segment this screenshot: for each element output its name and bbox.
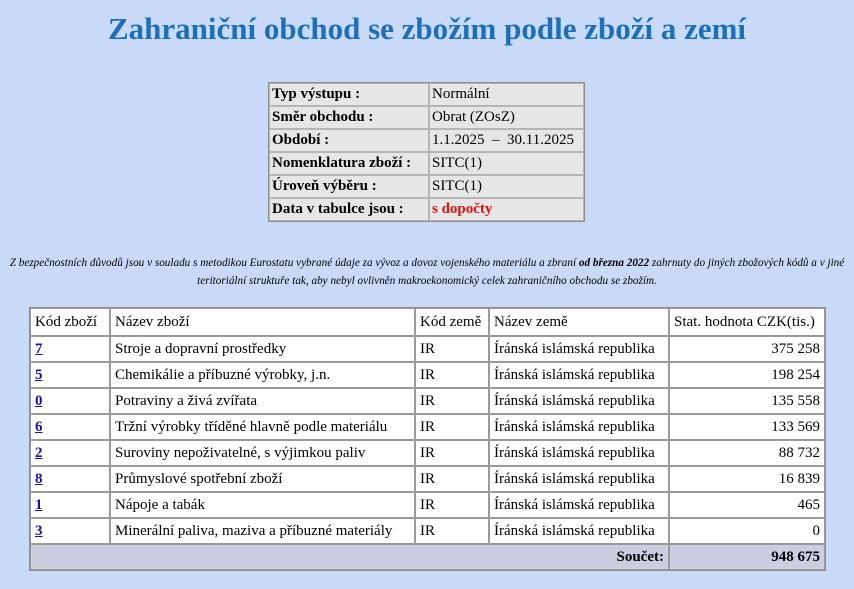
country-code-cell: IR <box>415 466 489 492</box>
param-row-selection-level <box>269 175 584 198</box>
param-label: Data v tabulce jsou : <box>269 198 429 221</box>
param-label: Nomenklatura zboží : <box>269 152 429 175</box>
total-value: 948 675 <box>669 544 825 570</box>
param-label: Typ výstupu : <box>269 83 429 106</box>
country-name-cell: Íránská islámská republika <box>489 440 669 466</box>
param-value: Obrat (ZOsZ) <box>429 106 584 129</box>
goods-code-cell <box>30 362 110 388</box>
goods-name-cell: Tržní výrobky tříděné hlavně podle materiálu <box>110 414 415 440</box>
table-header-row <box>30 308 825 336</box>
param-value: SITC(1) <box>429 175 584 198</box>
table-row <box>30 440 825 466</box>
goods-code-link[interactable]: 1 <box>35 497 43 513</box>
param-value: 1.1.2025 – 30.11.2025 <box>429 129 584 152</box>
param-row-trade-direction <box>269 106 584 129</box>
country-code-cell: IR <box>415 388 489 414</box>
param-label: Směr obchodu : <box>269 106 429 129</box>
note-bold-text: od března 2022 <box>578 257 650 269</box>
country-code-cell: IR <box>415 440 489 466</box>
country-code-cell: IR <box>415 414 489 440</box>
stat-value-cell: 135 558 <box>669 388 825 414</box>
goods-name-cell: Minerální paliva, maziva a příbuzné materiály <box>110 518 415 544</box>
goods-name-cell: Nápoje a tabák <box>110 492 415 518</box>
country-code-cell: IR <box>415 492 489 518</box>
stat-value-cell: 16 839 <box>669 466 825 492</box>
parameters-table <box>268 82 585 222</box>
page-title: Zahraniční obchod se zbožím podle zboží a zemí <box>107 11 747 46</box>
trade-table <box>29 307 826 571</box>
country-name-cell: Íránská islámská republika <box>489 466 669 492</box>
goods-code-cell <box>30 336 110 362</box>
security-note <box>0 254 854 290</box>
total-row <box>30 544 825 570</box>
goods-name-cell: Stroje a dopravní prostředky <box>110 336 415 362</box>
goods-name-cell: Chemikálie a příbuzné výrobky, j.n. <box>110 362 415 388</box>
stat-value-cell: 88 732 <box>669 440 825 466</box>
column-header-stat-value: Stat. hodnota CZK(tis.) <box>669 308 825 336</box>
stat-value-cell: 133 569 <box>669 414 825 440</box>
stat-value-cell: 465 <box>669 492 825 518</box>
param-value: Normální <box>429 83 584 106</box>
goods-code-cell <box>30 492 110 518</box>
goods-code-link[interactable]: 6 <box>35 419 43 435</box>
goods-code-cell <box>30 518 110 544</box>
column-header-country-code: Kód země <box>415 308 489 336</box>
param-row-data-type <box>269 198 584 221</box>
table-row <box>30 518 825 544</box>
goods-code-cell <box>30 466 110 492</box>
table-row <box>30 388 825 414</box>
goods-code-cell <box>30 440 110 466</box>
param-row-nomenclature <box>269 152 584 175</box>
goods-code-cell <box>30 414 110 440</box>
column-header-goods-code: Kód zboží <box>30 308 110 336</box>
total-label: Součet: <box>30 544 669 570</box>
goods-name-cell: Průmyslové spotřební zboží <box>110 466 415 492</box>
country-code-cell: IR <box>415 336 489 362</box>
note-text: Z bezpečnostních důvodů jsou v souladu s metodikou Eurostatu vybrané údaje za vývoz a dovoz vojenského materiálu a zbraní <box>9 257 579 269</box>
param-row-output-type <box>269 83 584 106</box>
country-name-cell: Íránská islámská republika <box>489 518 669 544</box>
country-name-cell: Íránská islámská republika <box>489 388 669 414</box>
table-row <box>30 362 825 388</box>
goods-code-link[interactable]: 5 <box>35 367 43 383</box>
table-row <box>30 466 825 492</box>
country-name-cell: Íránská islámská republika <box>489 362 669 388</box>
goods-code-link[interactable]: 3 <box>35 523 43 539</box>
country-code-cell: IR <box>415 518 489 544</box>
param-label: Úroveň výběru : <box>269 175 429 198</box>
param-label: Období : <box>269 129 429 152</box>
stat-value-cell: 0 <box>669 518 825 544</box>
stat-value-cell: 375 258 <box>669 336 825 362</box>
goods-code-link[interactable]: 7 <box>35 341 43 357</box>
table-row <box>30 492 825 518</box>
country-code-cell: IR <box>415 362 489 388</box>
goods-name-cell: Potraviny a živá zvířata <box>110 388 415 414</box>
column-header-country-name: Název země <box>489 308 669 336</box>
goods-code-cell <box>30 388 110 414</box>
param-value-highlight: s dopočty <box>429 198 584 221</box>
goods-code-link[interactable]: 0 <box>35 393 43 409</box>
country-name-cell: Íránská islámská republika <box>489 336 669 362</box>
note-text: zahrnuty do jiných zbožových kódů a v jiné teritoriální struktuře tak, aby nebyl ovlivněn makroekonomický celek zahraničního obchodu se zbožím. <box>197 257 845 287</box>
goods-code-link[interactable]: 2 <box>35 445 43 461</box>
country-name-cell: Íránská islámská republika <box>489 414 669 440</box>
country-name-cell: Íránská islámská republika <box>489 492 669 518</box>
table-row <box>30 336 825 362</box>
column-header-goods-name: Název zboží <box>110 308 415 336</box>
param-row-period <box>269 129 584 152</box>
table-row <box>30 414 825 440</box>
goods-code-link[interactable]: 8 <box>35 471 43 487</box>
param-value: SITC(1) <box>429 152 584 175</box>
stat-value-cell: 198 254 <box>669 362 825 388</box>
goods-name-cell: Suroviny nepoživatelné, s výjimkou paliv <box>110 440 415 466</box>
